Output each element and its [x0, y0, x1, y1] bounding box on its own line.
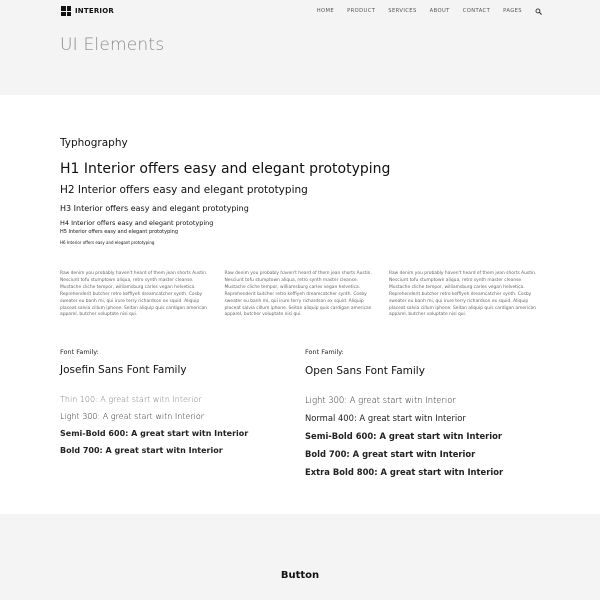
heading-h2-sample: H2 Interior offers easy and elegant prototyping [60, 184, 308, 196]
font-sample-extrabold: Extra Bold 800: A great start witn Interior [305, 467, 504, 477]
font-family-open-sans [305, 348, 503, 477]
search-icon[interactable] [535, 8, 542, 15]
font-sample-bold: Bold 700: A great start witn Interior [60, 446, 223, 455]
paragraph-sample-3: Raw denim you probably haven't heard of them jean shorts Austin. Nesciunt tofu stumptown aliqua, retro synth master cleanse. Mustache cliche tempor, williamsburg carles vegan helvetica. Reprehenderit butcher retro keffiyeh dreamcatcher synth. Cosby sweater eu banh mi, qui irure terry richardson ex squid. Aliquip placeat salvia cillum iphone. Seitan aliquip quis cardigan american apparel, butcher voluptate nisi qui. [389, 271, 537, 318]
nav-item-contact[interactable]: CONTACT [462, 8, 491, 14]
heading-h6-sample: H6 Interior offers easy and elegant prototyping [60, 240, 155, 245]
main-nav [317, 0, 542, 22]
font-family-name: Open Sans Font Family [305, 365, 425, 377]
paragraph-sample-2: Raw denim you probably haven't heard of them jean shorts Austin. Nesciunt tofu stumptown aliqua, retro synth master cleanse. Mustache cliche tempor, williamsburg carles vegan helvetica. Reprehenderit butcher retro keffiyeh dreamcatcher synth. Cosby sweater eu banh mi, qui irure terry richardson ex squid. Aliquip placeat salvia cillum iphone. Seitan aliquip quis cardigan american apparel, butcher voluptate nisi qui. [224, 271, 372, 318]
logo[interactable] [61, 6, 114, 16]
button-section-title: Button [280, 570, 320, 581]
heading-h5-sample: H5 Interior offers easy and elegant prototyping [60, 229, 179, 235]
logo-grid-icon [61, 6, 71, 16]
top-navigation [0, 0, 600, 22]
paragraph-samples [60, 271, 542, 319]
logo-text: INTERIOR [75, 7, 114, 15]
font-sample-bold: Bold 700: A great start witn Interior [305, 449, 476, 459]
page-title-band [0, 22, 600, 95]
typography-section-title: Typhography [60, 137, 128, 149]
nav-item-services[interactable]: SERVICES [388, 8, 417, 14]
heading-h3-sample: H3 Interior offers easy and elegant prototyping [60, 204, 249, 213]
heading-h4-sample: H4 Interior offers easy and elegant prototyping [60, 219, 214, 227]
paragraph-sample-1: Raw denim you probably haven't heard of them jean shorts Austin. Nesciunt tofu stumptown aliqua, retro synth master cleanse. Mustache cliche tempor, williamsburg carles vegan helvetica. Reprehenderit butcher retro keffiyeh dreamcatcher synth. Cosby sweater eu banh mi, qui irure terry richardson ex squid. Aliquip placeat salvia cillum iphone. Seitan aliquip quis cardigan american apparel, butcher voluptate nisi qui. [60, 271, 208, 318]
button-section-band [0, 514, 600, 600]
nav-item-about[interactable]: ABOUT [429, 8, 450, 14]
font-family-josefin [60, 348, 248, 455]
font-family-label: Font Family: [305, 348, 344, 356]
nav-item-home[interactable]: HOME [316, 8, 335, 14]
nav-item-pages[interactable]: PAGES [503, 8, 522, 14]
page-title: UI Elements [60, 35, 165, 55]
heading-h1-sample: H1 Interior offers easy and elegant prototyping [60, 161, 391, 177]
font-sample-thin: Thin 100: A great start witn Interior [60, 395, 202, 404]
font-sample-normal: Normal 400: A great start witn Interior [305, 413, 466, 423]
font-sample-semibold: Semi-Bold 600: A great start witn Interior [305, 431, 503, 441]
font-family-label: Font Family: [60, 348, 99, 356]
font-sample-light: Light 300: A great start witn Interior [60, 412, 205, 421]
font-family-name: Josefin Sans Font Family [60, 364, 187, 376]
font-sample-light: Light 300: A great start witn Interior [305, 395, 456, 405]
font-sample-semibold: Semi-Bold 600: A great start witn Interior [60, 429, 249, 438]
nav-item-product[interactable]: PRODUCT [347, 8, 376, 14]
